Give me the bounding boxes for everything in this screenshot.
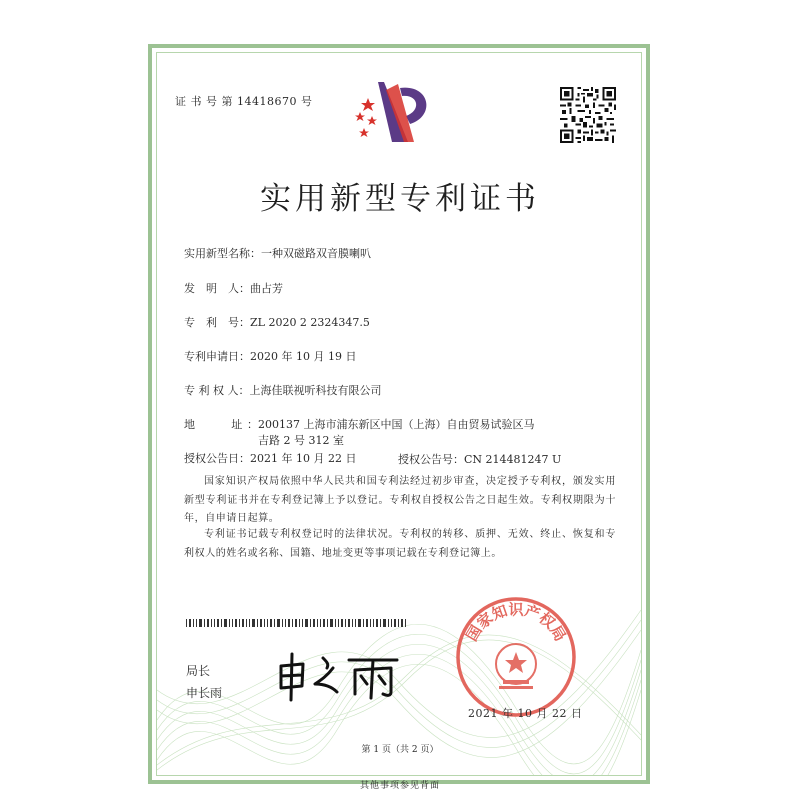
utility-model-name-label: 实用新型名称： — [184, 247, 261, 260]
publication-number-label: 授权公告号： — [398, 453, 464, 466]
see-reverse-note: 其他事项参见背面 — [359, 781, 440, 791]
svg-text:国家知识产权局 — [462, 601, 569, 645]
grant-date-field — [184, 451, 356, 466]
barcode-icon — [186, 619, 406, 627]
director-name: 申长雨 — [186, 686, 223, 700]
patent-number-value: ZL 2020 2 2324347.5 — [250, 316, 370, 329]
patent-number-field — [184, 315, 370, 330]
inventor-label: 发 明 人： — [184, 282, 250, 295]
grant-date-label: 授权公告日： — [184, 452, 250, 465]
filing-date-label: 专利申请日： — [184, 350, 250, 363]
patentee-field — [184, 383, 382, 398]
publication-number-value: CN 214481247 U — [464, 453, 562, 466]
director-title: 局长 — [186, 664, 211, 678]
inventor-field — [184, 281, 283, 296]
address-line-2: 吉路 2 号 312 室 — [258, 434, 344, 447]
qr-code-icon — [560, 87, 616, 143]
filing-date-field — [184, 349, 356, 364]
utility-model-name-field — [184, 246, 371, 261]
patentee-value: 上海佳联视听科技有限公司 — [249, 384, 382, 397]
utility-model-name-value: 一种双磁路双音膜喇叭 — [261, 247, 371, 260]
address-value — [258, 417, 578, 449]
certificate-title: 实用新型专利证书 — [260, 181, 540, 217]
grant-statement-paragraph: 国家知识产权局依照中华人民共和国专利法经过初步审查，决定授予专利权，颁发实用新型专利证书并在专利登记簿上予以登记。专利权自授权公告之日起生效。专利权期限为十年，自申请日起算。 — [184, 476, 616, 524]
official-seal-icon — [455, 596, 577, 718]
address-field — [184, 417, 535, 447]
publication-number-field — [398, 451, 561, 467]
page-number: 第 1 页（共 2 页） — [361, 745, 439, 755]
seal-date: 2021 年 10 月 22 日 — [468, 707, 583, 720]
address-label: 地 址： — [184, 418, 258, 431]
legal-status-paragraph: 专利证书记载专利权登记时的法律状况。专利权的转移、质押、无效、终止、恢复和专利权人的姓名或名称、国籍、地址变更等事项记载在专利登记簿上。 — [184, 529, 616, 559]
patent-number-label: 专 利 号： — [184, 316, 250, 329]
grant-date-value: 2021 年 10 月 22 日 — [250, 452, 357, 465]
signature-icon — [275, 648, 405, 703]
filing-date-value: 2020 年 10 月 19 日 — [250, 350, 357, 363]
certificate-number: 证 书 号 第 14418670 号 — [175, 95, 313, 108]
patentee-label: 专 利 权 人： — [184, 384, 250, 397]
address-line-1: 200137 上海市浦东新区中国（上海）自由贸易试验区马 — [258, 418, 535, 431]
seal-text: 国家知识产权局 — [462, 600, 570, 645]
emblem-icon — [348, 80, 443, 150]
inventor-value: 曲占芳 — [250, 282, 283, 295]
